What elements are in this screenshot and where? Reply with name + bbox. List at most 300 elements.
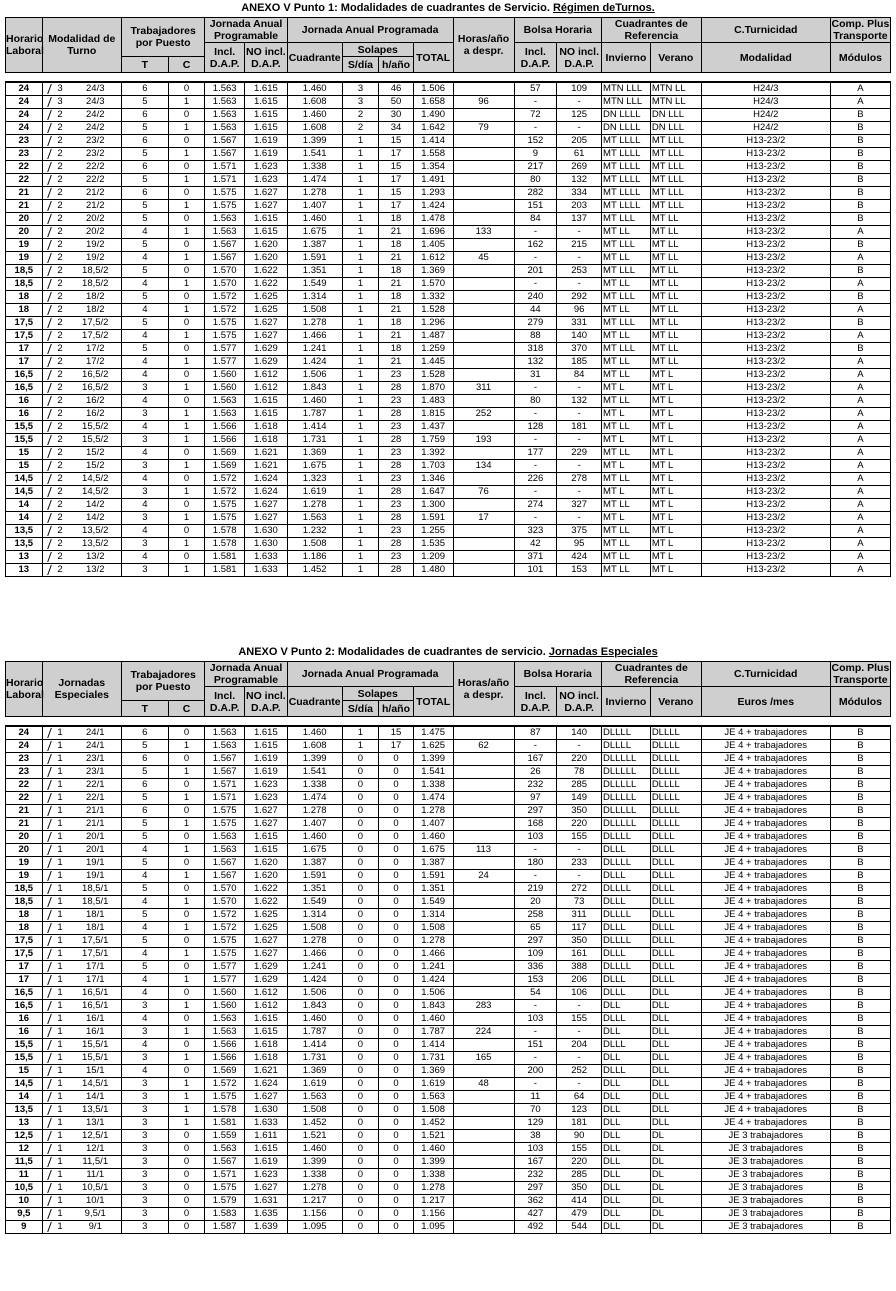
cell-incl: 1.575 [205, 330, 245, 343]
cell-bolsa-incl: 297 [514, 805, 557, 818]
cell-invierno: MT LL [602, 226, 651, 239]
cell-c: 1 [168, 1078, 205, 1091]
cell-incl: 1.577 [205, 356, 245, 369]
cell-modulos: B [830, 766, 890, 779]
cell-horario: 14 [6, 1091, 43, 1104]
cell-t: 3 [121, 1000, 168, 1013]
cell-total: 1.351 [413, 883, 453, 896]
cell-incl: 1.569 [205, 447, 245, 460]
cell-horario: 9,5 [6, 1208, 43, 1221]
cell-horario: 10,5 [6, 1182, 43, 1195]
cell-invierno: MT LL [602, 538, 651, 551]
cell-sdia: 0 [342, 1169, 379, 1182]
cell-incl: 1.578 [205, 538, 245, 551]
cell-cturnicidad: JE 4 + trabajadores [701, 1091, 830, 1104]
cell-bolsa-noincl: 123 [557, 1104, 602, 1117]
cell-horas-despr: 113 [453, 844, 514, 857]
table-row [6, 870, 891, 883]
cell-modalidad: 14,5/2 [70, 473, 122, 486]
cell-count: 1 [56, 726, 69, 740]
slash-mark [47, 201, 52, 211]
cell-modulos: B [830, 909, 890, 922]
cell-invierno: DLL [602, 1078, 651, 1091]
cell-noincl: 1.622 [244, 896, 287, 909]
table-row [6, 148, 891, 161]
cell-total: 1.483 [413, 395, 453, 408]
cell-bolsa-noincl: 350 [557, 1182, 602, 1195]
cell-modalidad: 18/1 [70, 922, 122, 935]
cell-horario: 16,5 [6, 1000, 43, 1013]
cell-horas-despr [453, 538, 514, 551]
cell-separator [42, 356, 56, 369]
cell-cturnicidad: JE 4 + trabajadores [701, 726, 830, 740]
cell-separator [42, 1130, 56, 1143]
cell-verano: DLL [650, 1026, 701, 1039]
cell-t: 4 [121, 395, 168, 408]
cell-hano: 18 [379, 317, 414, 330]
cell-t: 3 [121, 1143, 168, 1156]
cell-t: 3 [121, 1221, 168, 1234]
cell-horas-despr: 17 [453, 512, 514, 525]
col-bolsa-incl: Incl. D.A.P. [514, 687, 557, 717]
cell-count: 3 [56, 96, 69, 109]
cell-c: 1 [168, 304, 205, 317]
cell-cuadrante: 1.241 [287, 343, 342, 356]
cell-cuadrante: 1.506 [287, 369, 342, 382]
cell-count: 1 [56, 1052, 69, 1065]
cell-incl: 1.569 [205, 460, 245, 473]
cell-incl: 1.577 [205, 974, 245, 987]
cell-horario: 16 [6, 1013, 43, 1026]
cell-total: 1.612 [413, 252, 453, 265]
cell-total: 1.300 [413, 499, 453, 512]
cell-sdia: 0 [342, 1039, 379, 1052]
cell-count: 1 [56, 1130, 69, 1143]
table-row [6, 499, 891, 512]
cell-noincl: 1.627 [244, 948, 287, 961]
cell-bolsa-incl: - [514, 486, 557, 499]
col-modalidad2: Modalidad [701, 43, 830, 73]
cell-horario: 16,5 [6, 369, 43, 382]
cell-bolsa-incl: 97 [514, 792, 557, 805]
table-row [6, 1065, 891, 1078]
slash-mark [47, 123, 52, 133]
cell-t: 5 [121, 148, 168, 161]
cell-horario: 13 [6, 564, 43, 577]
cell-incl: 1.575 [205, 200, 245, 213]
cell-cuadrante: 1.351 [287, 265, 342, 278]
cell-t: 4 [121, 1065, 168, 1078]
cell-cturnicidad: JE 3 trabajadores [701, 1130, 830, 1143]
cell-t: 3 [121, 1195, 168, 1208]
cell-bolsa-noincl: 137 [557, 213, 602, 226]
cell-separator [42, 148, 56, 161]
table-row [6, 1130, 891, 1143]
cell-modulos: B [830, 987, 890, 1000]
cell-modulos: A [830, 278, 890, 291]
cell-verano: MT LL [650, 226, 701, 239]
col-total: TOTAL [413, 687, 453, 717]
cell-cturnicidad: JE 4 + trabajadores [701, 935, 830, 948]
cell-bolsa-noincl: 106 [557, 987, 602, 1000]
cell-invierno: MT LL [602, 278, 651, 291]
cell-incl: 1.571 [205, 779, 245, 792]
cell-verano: DLLL [650, 974, 701, 987]
cell-bolsa-incl: 226 [514, 473, 557, 486]
cell-noincl: 1.622 [245, 278, 288, 291]
cell-modulos: B [830, 1078, 890, 1091]
col-bolsa: Bolsa Horaria [514, 662, 601, 687]
cell-total: 1.558 [413, 148, 453, 161]
cell-horas-despr [453, 974, 514, 987]
cell-bolsa-incl: 11 [514, 1091, 557, 1104]
cell-cturnicidad: JE 4 + trabajadores [701, 753, 830, 766]
table-row [6, 239, 891, 252]
cell-bolsa-noincl: 140 [557, 330, 602, 343]
cell-total: 1.787 [413, 1026, 453, 1039]
cell-modalidad: 10/1 [70, 1195, 122, 1208]
cell-incl: 1.566 [205, 434, 245, 447]
cell-hano: 0 [379, 805, 414, 818]
cell-verano: MTN LL [650, 96, 701, 109]
cell-total: 1.414 [413, 135, 453, 148]
cell-incl: 1.567 [205, 857, 245, 870]
cell-noincl: 1.627 [244, 935, 287, 948]
cell-verano: DLL [650, 1078, 701, 1091]
cell-horario: 22 [6, 161, 43, 174]
cell-horas-despr [453, 278, 514, 291]
table-row [6, 265, 891, 278]
cell-c: 0 [168, 779, 205, 792]
cell-cuadrante: 1.549 [287, 896, 342, 909]
cell-cuadrante: 1.608 [287, 96, 342, 109]
cell-horario: 21 [6, 200, 43, 213]
cell-count: 1 [56, 1156, 69, 1169]
cell-modalidad: 16,5/2 [70, 369, 122, 382]
cell-modulos: B [830, 1091, 890, 1104]
cell-sdia: 1 [342, 447, 379, 460]
cell-bolsa-incl: 297 [514, 935, 557, 948]
cell-horas-despr [453, 792, 514, 805]
slash-mark [47, 754, 52, 764]
cell-total: 1.460 [413, 1143, 453, 1156]
cell-horario: 17 [6, 961, 43, 974]
cell-modalidad: 20/2 [70, 226, 122, 239]
cell-bolsa-incl: 427 [514, 1208, 557, 1221]
cell-noincl: 1.625 [245, 291, 288, 304]
cell-verano: MT L [650, 512, 701, 525]
cell-modulos: B [830, 922, 890, 935]
cell-cturnicidad: JE 4 + trabajadores [701, 844, 830, 857]
cell-bolsa-noincl: - [557, 252, 602, 265]
cell-t: 4 [121, 278, 168, 291]
cell-hano: 30 [379, 109, 414, 122]
col-trabajadores: Trabajadores por Puesto [121, 18, 204, 57]
table-row [6, 726, 891, 740]
cell-hano: 28 [379, 512, 414, 525]
cell-invierno: DLL [602, 1156, 651, 1169]
table-row [6, 512, 891, 525]
cell-horas-despr [453, 1182, 514, 1195]
cell-hano: 0 [379, 1221, 414, 1234]
cell-noincl: 1.630 [245, 525, 288, 538]
slash-mark [47, 988, 52, 998]
cell-cturnicidad: H13-23/2 [701, 538, 830, 551]
cell-t: 4 [121, 551, 168, 564]
cell-invierno: DLLLL [602, 909, 651, 922]
cell-total: 1.338 [413, 779, 453, 792]
cell-hano: 0 [379, 1013, 414, 1026]
cell-t: 3 [121, 1130, 168, 1143]
cell-cuadrante: 1.387 [287, 857, 342, 870]
cell-bolsa-noincl: 350 [557, 935, 602, 948]
cell-total: 1.642 [413, 122, 453, 135]
cell-horas-despr [453, 317, 514, 330]
cell-cturnicidad: H13-23/2 [701, 174, 830, 187]
cell-separator [42, 1052, 56, 1065]
cell-sdia: 1 [342, 726, 379, 740]
cell-count: 2 [56, 135, 69, 148]
cell-count: 1 [56, 1182, 69, 1195]
cell-incl: 1.570 [205, 896, 245, 909]
cell-modulos: B [830, 1039, 890, 1052]
cell-cuadrante: 1.241 [287, 961, 342, 974]
cell-c: 1 [168, 460, 205, 473]
cell-sdia: 0 [342, 1182, 379, 1195]
cell-total: 1.474 [413, 792, 453, 805]
cell-horas-despr [453, 1195, 514, 1208]
cell-bolsa-noincl: 544 [557, 1221, 602, 1234]
cell-c: 1 [168, 538, 205, 551]
cell-verano: MT LL [650, 317, 701, 330]
col-cuadrante: Cuadrante [287, 43, 342, 73]
cell-invierno: DLL [602, 1000, 651, 1013]
cell-separator [42, 538, 56, 551]
cell-sdia: 1 [342, 330, 379, 343]
cell-sdia: 0 [342, 948, 379, 961]
cell-separator [42, 1143, 56, 1156]
cell-bolsa-noincl: 285 [557, 779, 602, 792]
slash-mark [47, 1209, 52, 1219]
cell-count: 2 [56, 356, 69, 369]
cell-count: 2 [56, 304, 69, 317]
cell-hano: 0 [379, 883, 414, 896]
cell-modulos: A [830, 395, 890, 408]
cell-total: 1.452 [413, 1117, 453, 1130]
cell-sdia: 1 [342, 161, 379, 174]
slash-mark [47, 175, 52, 185]
cell-count: 2 [56, 252, 69, 265]
cell-sdia: 1 [342, 356, 379, 369]
cell-total: 1.696 [413, 226, 453, 239]
cell-cturnicidad: JE 4 + trabajadores [701, 974, 830, 987]
col-comp: Comp. Plus Transporte [831, 662, 890, 686]
cell-hano: 17 [379, 174, 414, 187]
cell-horas-despr [453, 896, 514, 909]
cell-separator [42, 805, 56, 818]
cell-verano: DLLL [650, 857, 701, 870]
cell-verano: DL [650, 1182, 701, 1195]
cell-modalidad: 10,5/1 [70, 1182, 122, 1195]
slash-mark [47, 741, 52, 751]
cell-c: 0 [168, 395, 205, 408]
cell-total: 1.278 [413, 935, 453, 948]
cell-cturnicidad: H13-23/2 [701, 460, 830, 473]
cell-cturnicidad: JE 3 trabajadores [701, 1195, 830, 1208]
cell-verano: MT L [650, 525, 701, 538]
cell-modalidad: 13/2 [70, 564, 122, 577]
cell-t: 5 [121, 883, 168, 896]
cell-horas-despr [453, 753, 514, 766]
cell-modulos: B [830, 857, 890, 870]
cell-separator [42, 1208, 56, 1221]
cell-noincl: 1.612 [245, 382, 288, 395]
cell-horario: 20 [6, 226, 43, 239]
cell-invierno: DLL [602, 1208, 651, 1221]
cell-incl: 1.575 [205, 818, 245, 831]
cell-cturnicidad: JE 3 trabajadores [701, 1143, 830, 1156]
cell-hano: 28 [379, 408, 414, 421]
cell-count: 2 [56, 200, 69, 213]
cell-bolsa-noincl: 388 [557, 961, 602, 974]
cell-modalidad: 24/2 [70, 109, 122, 122]
col-jornada-prog: Jornada Anual Programada [287, 662, 453, 687]
cell-verano: MT LL [650, 239, 701, 252]
cell-cuadrante: 1.460 [287, 109, 342, 122]
table-row [6, 395, 891, 408]
cell-total: 1.399 [413, 753, 453, 766]
col-cturnicidad: C.Turnicidad [701, 18, 830, 43]
cell-incl: 1.572 [205, 473, 245, 486]
cell-horas-despr [453, 1065, 514, 1078]
cell-invierno: MTN LLL [602, 96, 651, 109]
cell-noincl: 1.631 [244, 1195, 287, 1208]
cell-bolsa-incl: 323 [514, 525, 557, 538]
cell-hano: 0 [379, 909, 414, 922]
cell-modulos: B [830, 291, 890, 304]
cell-horario: 12,5 [6, 1130, 43, 1143]
cell-cturnicidad: H13-23/2 [701, 317, 830, 330]
cell-horario: 15,5 [6, 421, 43, 434]
table-row [6, 1013, 891, 1026]
cell-modulos: B [830, 1182, 890, 1195]
cell-separator [42, 857, 56, 870]
slash-mark [47, 780, 52, 790]
cell-t: 5 [121, 343, 168, 356]
cell-verano: DL [650, 1130, 701, 1143]
cell-modulos: A [830, 538, 890, 551]
cell-count: 2 [56, 551, 69, 564]
cell-total: 1.369 [413, 265, 453, 278]
cell-invierno: MT LL [602, 525, 651, 538]
cell-horas-despr: 48 [453, 1078, 514, 1091]
cell-hano: 0 [379, 1104, 414, 1117]
cell-invierno: MT L [602, 408, 651, 421]
cell-hano: 0 [379, 1000, 414, 1013]
cell-total: 1.491 [413, 174, 453, 187]
cell-hano: 23 [379, 421, 414, 434]
cell-separator [42, 909, 56, 922]
cell-bolsa-incl: - [514, 122, 557, 135]
cell-hano: 0 [379, 1156, 414, 1169]
cell-horario: 24 [6, 726, 43, 740]
cell-total: 1.437 [413, 421, 453, 434]
cell-bolsa-noincl: - [557, 434, 602, 447]
cell-bolsa-noincl: - [557, 1052, 602, 1065]
cell-bolsa-noincl: 220 [557, 1156, 602, 1169]
cell-verano: MT L [650, 551, 701, 564]
cell-cturnicidad: H13-23/2 [701, 343, 830, 356]
cell-hano: 28 [379, 460, 414, 473]
slash-mark [47, 1001, 52, 1011]
cell-cuadrante: 1.460 [287, 395, 342, 408]
cell-separator [42, 1117, 56, 1130]
cell-incl: 1.575 [205, 1091, 245, 1104]
cell-bolsa-noincl: - [557, 460, 602, 473]
cell-cuadrante: 1.278 [287, 187, 342, 200]
cell-invierno: DLLLL [602, 883, 651, 896]
cell-hano: 0 [379, 1065, 414, 1078]
cell-horas-despr [453, 948, 514, 961]
cell-total: 1.570 [413, 278, 453, 291]
cell-cturnicidad: H24/2 [701, 109, 830, 122]
cell-separator [42, 96, 56, 109]
table-row [6, 187, 891, 200]
table-row [6, 174, 891, 187]
cell-separator [42, 1169, 56, 1182]
cell-invierno: DLLLL [602, 831, 651, 844]
cell-modalidad: 17,5/1 [70, 948, 122, 961]
cell-verano: MT LL [650, 330, 701, 343]
cell-incl: 1.567 [205, 753, 245, 766]
cell-t: 4 [121, 499, 168, 512]
cell-bolsa-incl: 232 [514, 1169, 557, 1182]
cell-noincl: 1.627 [244, 805, 287, 818]
cell-incl: 1.578 [205, 525, 245, 538]
cell-verano: MT LLL [650, 200, 701, 213]
cell-total: 1.703 [413, 460, 453, 473]
cell-modalidad: 17/2 [70, 343, 122, 356]
table-row [6, 818, 891, 831]
cell-bolsa-noincl: 125 [557, 109, 602, 122]
cell-cturnicidad: JE 4 + trabajadores [701, 961, 830, 974]
cell-bolsa-incl: 101 [514, 564, 557, 577]
cell-invierno: DLL [602, 1091, 651, 1104]
table-row [6, 779, 891, 792]
cell-t: 4 [121, 1039, 168, 1052]
cell-c: 0 [168, 447, 205, 460]
cell-incl: 1.577 [205, 961, 245, 974]
cell-hano: 0 [379, 831, 414, 844]
table-row [6, 122, 891, 135]
cell-incl: 1.560 [205, 987, 245, 1000]
cell-cturnicidad: H13-23/2 [701, 421, 830, 434]
cell-hano: 0 [379, 896, 414, 909]
cell-sdia: 0 [342, 1195, 379, 1208]
cell-noincl: 1.624 [245, 486, 288, 499]
cell-count: 2 [56, 213, 69, 226]
cell-separator [42, 792, 56, 805]
slash-mark [47, 1222, 52, 1232]
cell-invierno: DLLLLL [602, 779, 651, 792]
cell-cuadrante: 1.407 [287, 818, 342, 831]
cell-c: 0 [168, 109, 205, 122]
cell-horario: 17,5 [6, 330, 43, 343]
cell-modulos: B [830, 174, 890, 187]
cell-noincl: 1.633 [245, 551, 288, 564]
cell-separator [42, 564, 56, 577]
cell-horario: 17,5 [6, 317, 43, 330]
